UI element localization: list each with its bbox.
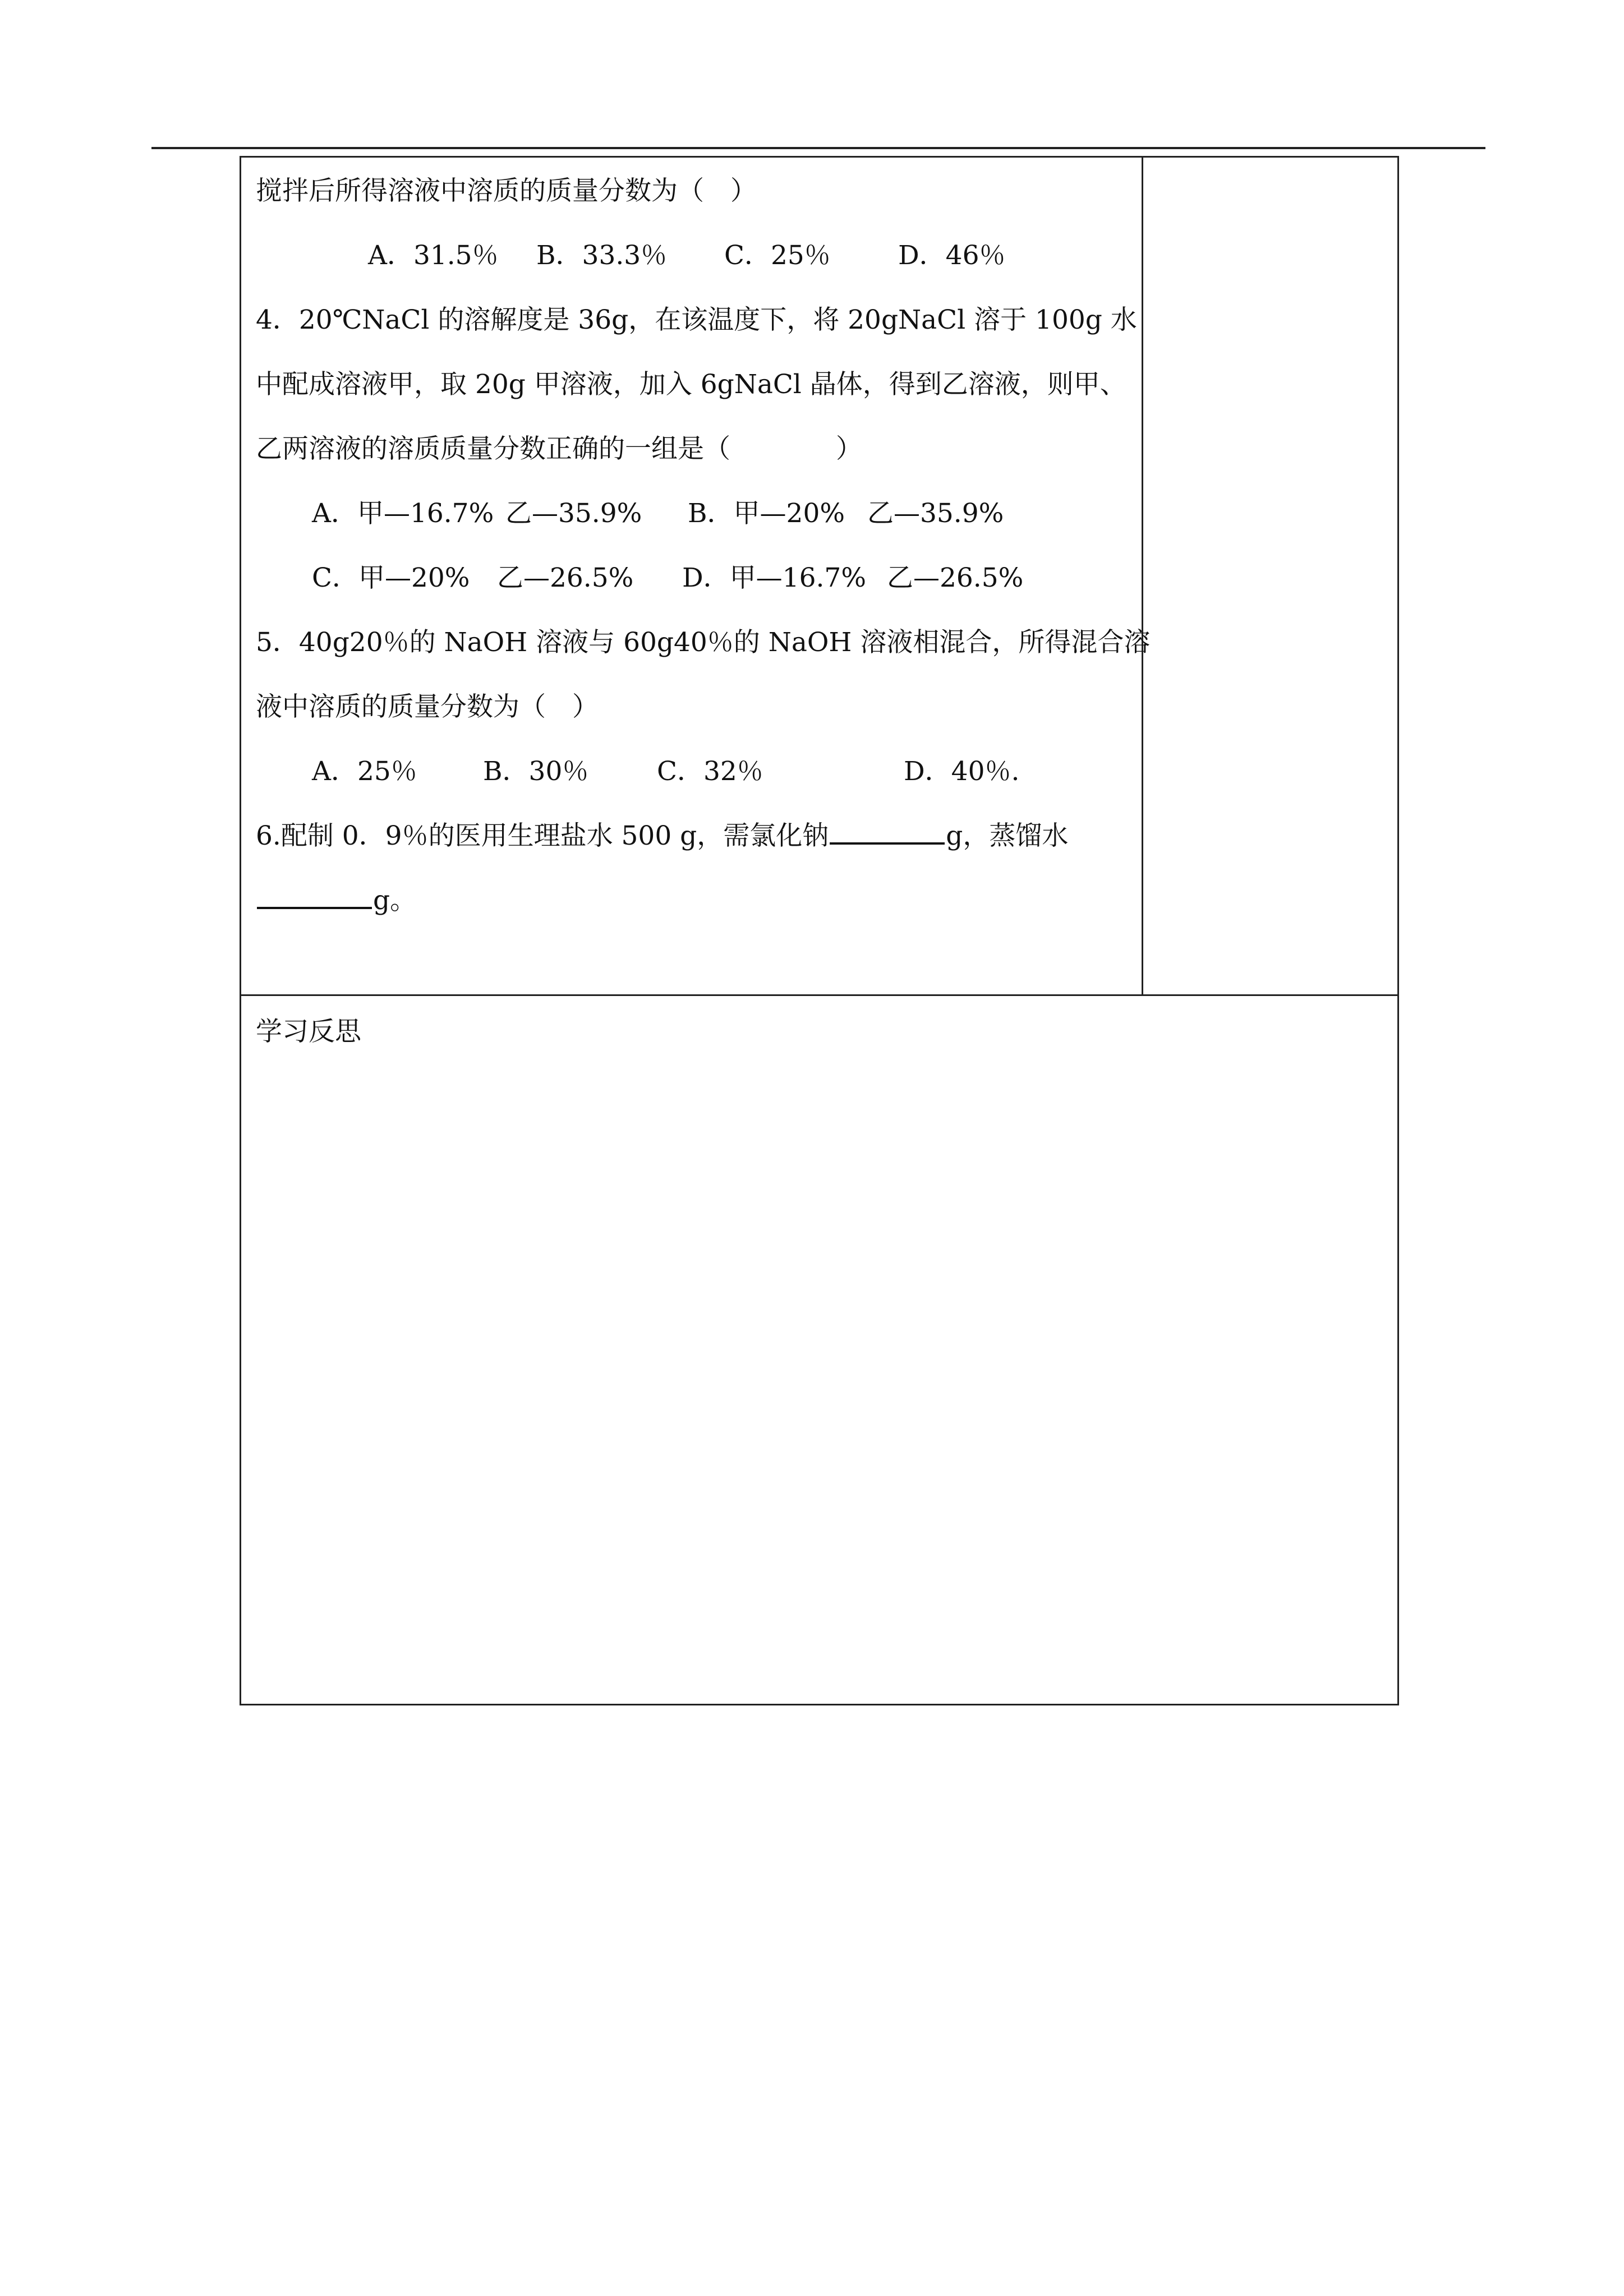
q5-option-b: B．30％ xyxy=(483,756,589,787)
q6-blank-water[interactable] xyxy=(257,879,372,909)
question-6-line-2 xyxy=(256,868,1134,933)
q6-text-3: g。 xyxy=(373,885,417,916)
q6-text-1: 6.配制 0．9％的医用生理盐水 500 g，需氯化钠 xyxy=(256,820,829,851)
q3-option-a: A．31.5％ xyxy=(368,240,499,271)
q4-option-a-yi: 乙—35.9% xyxy=(505,498,642,529)
q4-option-d-yi: 乙—26.5% xyxy=(887,563,1024,593)
q3-option-b: B．33.3％ xyxy=(536,240,668,271)
question-4-line-2: 中配成溶液甲，取 20g 甲溶液，加入 6gNaCl 晶体，得到乙溶液，则甲、 xyxy=(256,369,1126,400)
question-4-line-3: 乙两溶液的溶质质量分数正确的一组是（ ） xyxy=(256,434,862,464)
question-3-options xyxy=(256,223,1134,288)
reflection-title: 学习反思 xyxy=(256,1016,361,1047)
q4-option-c-yi: 乙—26.5% xyxy=(497,563,634,593)
q4-option-b-yi: 乙—35.9% xyxy=(867,498,1004,529)
exercise-cell xyxy=(256,159,1151,933)
q6-text-2: g，蒸馏水 xyxy=(946,820,1069,851)
q4-option-a: A．甲—16.7% xyxy=(312,498,494,529)
q5-option-a: A．25％ xyxy=(312,756,417,787)
question-5-line-1: 5．40g20％的 NaOH 溶液与 60g40％的 NaOH 溶液相混合，所得混合溶 xyxy=(256,627,1151,658)
question-4-line-1: 4．20℃NaCl 的溶解度是 36g，在该温度下，将 20gNaCl 溶于 100g 水 xyxy=(256,305,1137,335)
q4-option-b: B．甲—20% xyxy=(688,498,845,529)
q3-option-c: C．25％ xyxy=(724,240,831,271)
column-divider xyxy=(1142,156,1143,995)
question-4-options-row-2 xyxy=(256,546,1134,610)
question-5-options xyxy=(256,739,1134,804)
row-divider xyxy=(240,994,1399,996)
question-6-line-1 xyxy=(256,804,1134,868)
q5-option-d: D．40％. xyxy=(904,756,1020,787)
q4-option-d: D．甲—16.7% xyxy=(682,563,866,593)
q3-option-d: D．46％ xyxy=(898,240,1006,271)
question-5-line-2: 液中溶质的质量分数为（ ） xyxy=(256,691,599,722)
q4-option-c: C．甲—20% xyxy=(312,563,470,593)
q5-option-c: C．32％ xyxy=(657,756,763,787)
question-4-options-row-1 xyxy=(256,481,1134,546)
q6-blank-nacl[interactable] xyxy=(830,814,945,845)
question-3-tail: 搅拌后所得溶液中溶质的质量分数为（ ） xyxy=(256,176,757,206)
header-rule xyxy=(151,147,1485,149)
